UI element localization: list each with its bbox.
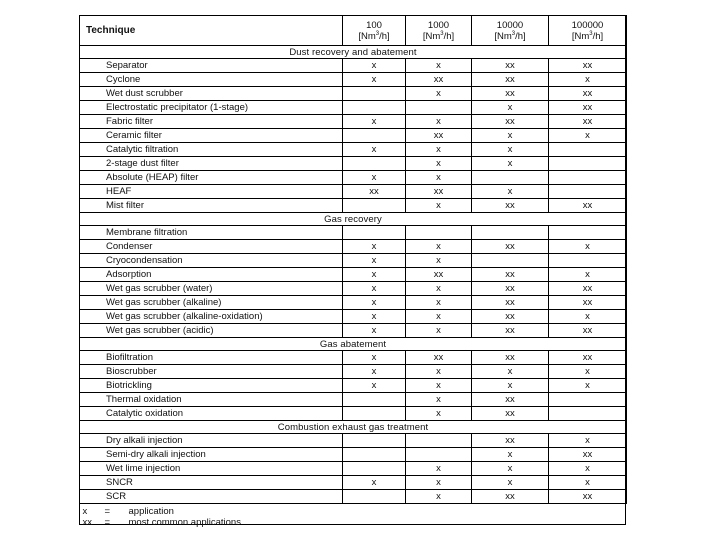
applicability-cell: x (343, 282, 406, 296)
technique-name: Dry alkali injection (80, 434, 343, 448)
applicability-cell: x (549, 73, 627, 87)
table-row (80, 462, 627, 476)
applicability-cell (343, 448, 406, 462)
applicability-cell (343, 462, 406, 476)
applicability-cell (549, 143, 627, 157)
applicability-cell: x (343, 296, 406, 310)
applicability-cell (406, 448, 472, 462)
applicability-cell: x (472, 448, 549, 462)
applicability-cell (472, 254, 549, 268)
applicability-cell: x (343, 143, 406, 157)
table-row (80, 73, 627, 87)
applicability-cell: xx (549, 296, 627, 310)
legend-symbol: x (82, 506, 88, 517)
table-row (80, 226, 627, 240)
applicability-cell: xx (472, 351, 549, 365)
table-row (80, 115, 627, 129)
technique-name: Ceramic filter (80, 129, 343, 143)
applicability-cell: x (406, 462, 472, 476)
applicability-cell: x (549, 434, 627, 448)
technique-name: Wet lime injection (80, 462, 343, 476)
unit-suffix: /h] (515, 30, 526, 42)
applicability-cell (343, 199, 406, 213)
applicability-cell: x (406, 59, 472, 73)
technique-name: SCR (80, 490, 343, 504)
applicability-cell (549, 185, 627, 199)
section-header-row (80, 213, 627, 226)
applicability-cell: x (406, 115, 472, 129)
applicability-cell: xx (549, 59, 627, 73)
applicability-cell (343, 87, 406, 101)
applicability-cell (549, 393, 627, 407)
technique-name: Wet gas scrubber (water) (80, 282, 343, 296)
applicability-cell: x (406, 254, 472, 268)
applicability-cell: x (406, 490, 472, 504)
applicability-cell: x (549, 240, 627, 254)
applicability-cell: x (406, 240, 472, 254)
table-row (80, 59, 627, 73)
table-row (80, 393, 627, 407)
applicability-cell: xx (549, 115, 627, 129)
applicability-cell: x (406, 296, 472, 310)
applicability-cell: x (549, 268, 627, 282)
legend-row (80, 506, 627, 517)
techniques-capacity-table (79, 15, 627, 528)
applicability-cell: xx (406, 129, 472, 143)
capacity-unit (406, 31, 471, 42)
applicability-cell: xx (472, 73, 549, 87)
technique-name: Absolute (HEAP) filter (80, 171, 343, 185)
applicability-cell: x (472, 101, 549, 115)
legend-meaning: most common applications (128, 517, 241, 528)
unit-prefix: [Nm (571, 30, 590, 42)
applicability-cell: x (472, 143, 549, 157)
applicability-cell (343, 226, 406, 240)
table-row (80, 129, 627, 143)
applicability-cell: xx (472, 434, 549, 448)
applicability-cell (343, 101, 406, 115)
applicability-cell: x (406, 87, 472, 101)
legend-equals: = (104, 506, 111, 517)
applicability-cell: x (343, 365, 406, 379)
applicability-cell: xx (472, 296, 549, 310)
applicability-cell (406, 434, 472, 448)
unit-superscript: 3 (589, 30, 593, 37)
applicability-cell (406, 101, 472, 115)
capacity-header-0 (343, 16, 406, 46)
applicability-cell: xx (472, 240, 549, 254)
table-row (80, 282, 627, 296)
applicability-cell: xx (472, 490, 549, 504)
table-row (80, 490, 627, 504)
technique-name: HEAF (80, 185, 343, 199)
applicability-cell: x (406, 379, 472, 393)
table-row (80, 199, 627, 213)
capacity-value: 10000 (496, 19, 524, 31)
applicability-cell: x (549, 462, 627, 476)
technique-name: Wet dust scrubber (80, 87, 343, 101)
applicability-cell: x (343, 324, 406, 338)
applicability-cell: x (472, 462, 549, 476)
applicability-cell: xx (549, 490, 627, 504)
table-row (80, 365, 627, 379)
applicability-cell: xx (549, 351, 627, 365)
legend-entry (80, 506, 627, 517)
applicability-cell: x (549, 310, 627, 324)
unit-superscript: 3 (440, 30, 444, 37)
table-row (80, 254, 627, 268)
applicability-cell: x (343, 254, 406, 268)
applicability-cell (549, 226, 627, 240)
applicability-cell: xx (549, 324, 627, 338)
table-row (80, 448, 627, 462)
applicability-cell (343, 434, 406, 448)
applicability-cell: x (472, 476, 549, 490)
capacity-unit (549, 31, 626, 42)
technique-name: Fabric filter (80, 115, 343, 129)
capacity-value: 100000 (571, 19, 604, 31)
table-row (80, 185, 627, 199)
section-title: Dust recovery and abatement (80, 46, 627, 59)
applicability-cell: x (406, 324, 472, 338)
applicability-cell: xx (472, 407, 549, 421)
technique-name: Wet gas scrubber (alkaline-oxidation) (80, 310, 343, 324)
legend-entry (80, 517, 627, 528)
applicability-cell: x (343, 476, 406, 490)
technique-header: Technique (80, 16, 343, 46)
technique-name: Wet gas scrubber (acidic) (80, 324, 343, 338)
applicability-cell: xx (549, 282, 627, 296)
unit-prefix: [Nm (358, 30, 376, 42)
applicability-cell (549, 157, 627, 171)
unit-superscript: 3 (511, 30, 516, 37)
applicability-cell: x (406, 407, 472, 421)
applicability-cell: x (343, 351, 406, 365)
table-row (80, 87, 627, 101)
applicability-cell (343, 157, 406, 171)
applicability-cell: x (472, 365, 549, 379)
technique-name: Biotrickling (80, 379, 343, 393)
applicability-cell: xx (406, 73, 472, 87)
unit-suffix: /h] (592, 30, 604, 42)
applicability-cell: xx (343, 185, 406, 199)
applicability-cell: xx (549, 87, 627, 101)
applicability-cell: x (549, 476, 627, 490)
capacity-unit (343, 31, 405, 42)
applicability-cell: x (406, 199, 472, 213)
table-row (80, 324, 627, 338)
applicability-cell: xx (472, 393, 549, 407)
header-row (80, 16, 627, 46)
applicability-cell: x (343, 171, 406, 185)
applicability-cell: xx (406, 351, 472, 365)
technique-name: Wet gas scrubber (alkaline) (80, 296, 343, 310)
table-row (80, 143, 627, 157)
technique-name: Separator (80, 59, 343, 73)
applicability-cell: xx (406, 185, 472, 199)
technique-name: Cyclone (80, 73, 343, 87)
table-row (80, 268, 627, 282)
applicability-cell: xx (549, 448, 627, 462)
table-row (80, 157, 627, 171)
applicability-cell: x (406, 157, 472, 171)
applicability-cell: xx (472, 87, 549, 101)
table-row (80, 240, 627, 254)
technique-name: Cryocondensation (80, 254, 343, 268)
unit-suffix: /h] (379, 30, 390, 42)
applicability-cell: x (406, 171, 472, 185)
capacity-header-3 (549, 16, 627, 46)
section-header-row (80, 421, 627, 434)
applicability-cell: xx (472, 282, 549, 296)
applicability-cell: x (406, 365, 472, 379)
applicability-cell: x (472, 185, 549, 199)
technique-name: Catalytic oxidation (80, 407, 343, 421)
technique-name: 2-stage dust filter (80, 157, 343, 171)
applicability-cell: x (406, 476, 472, 490)
applicability-cell: x (549, 129, 627, 143)
capacity-header-2 (472, 16, 549, 46)
applicability-cell: xx (472, 115, 549, 129)
unit-prefix: [Nm (422, 30, 441, 42)
applicability-cell: x (472, 379, 549, 393)
applicability-cell: x (549, 365, 627, 379)
applicability-cell: x (406, 310, 472, 324)
table-row (80, 296, 627, 310)
applicability-cell (472, 171, 549, 185)
section-title: Combustion exhaust gas treatment (80, 421, 627, 434)
applicability-cell: x (549, 379, 627, 393)
table-row (80, 310, 627, 324)
applicability-cell: xx (472, 199, 549, 213)
technique-name: SNCR (80, 476, 343, 490)
technique-name: Electrostatic precipitator (1-stage) (80, 101, 343, 115)
section-header-row (80, 46, 627, 59)
capacity-value: 100 (366, 19, 382, 31)
applicability-cell: xx (472, 324, 549, 338)
table-row (80, 407, 627, 421)
technique-name: Adsorption (80, 268, 343, 282)
applicability-cell (549, 171, 627, 185)
section-title: Gas abatement (80, 338, 627, 351)
section-title: Gas recovery (80, 213, 627, 226)
technique-name: Membrane filtration (80, 226, 343, 240)
applicability-cell (343, 129, 406, 143)
applicability-cell (343, 393, 406, 407)
applicability-cell (472, 226, 549, 240)
applicability-cell: x (343, 115, 406, 129)
unit-superscript: 3 (375, 30, 380, 37)
section-header-row (80, 338, 627, 351)
capacity-value: 1000 (427, 19, 450, 31)
applicability-cell: x (343, 59, 406, 73)
technique-name: Catalytic filtration (80, 143, 343, 157)
table-row (80, 101, 627, 115)
technique-name: Mist filter (80, 199, 343, 213)
legend-row (80, 517, 627, 528)
capacity-unit (472, 31, 548, 42)
applicability-cell: x (406, 282, 472, 296)
legend-equals: = (104, 517, 111, 528)
applicability-cell: xx (549, 101, 627, 115)
technique-name: Bioscrubber (80, 365, 343, 379)
unit-suffix: /h] (443, 30, 455, 42)
applicability-cell (343, 490, 406, 504)
applicability-cell: xx (472, 310, 549, 324)
unit-prefix: [Nm (494, 30, 512, 42)
applicability-cell: xx (472, 268, 549, 282)
table-row (80, 171, 627, 185)
applicability-cell: x (472, 129, 549, 143)
legend-symbol: xx (82, 517, 92, 528)
capacity-header-1 (406, 16, 472, 46)
applicability-cell (549, 407, 627, 421)
applicability-cell: xx (472, 59, 549, 73)
table-row (80, 476, 627, 490)
table-row (80, 379, 627, 393)
applicability-cell (343, 407, 406, 421)
table-row (80, 434, 627, 448)
applicability-cell: x (406, 143, 472, 157)
applicability-cell: xx (406, 268, 472, 282)
applicability-cell: x (472, 157, 549, 171)
table-body (80, 46, 627, 529)
legend-meaning: application (128, 506, 174, 517)
technique-name: Semi-dry alkali injection (80, 448, 343, 462)
table-row (80, 351, 627, 365)
technique-name: Thermal oxidation (80, 393, 343, 407)
applicability-cell (549, 254, 627, 268)
applicability-cell: xx (549, 199, 627, 213)
applicability-cell (406, 226, 472, 240)
applicability-cell: x (406, 393, 472, 407)
applicability-cell: x (343, 268, 406, 282)
applicability-cell: x (343, 73, 406, 87)
techniques-table-document (79, 15, 626, 528)
applicability-cell: x (343, 240, 406, 254)
technique-name: Condenser (80, 240, 343, 254)
technique-name: Biofiltration (80, 351, 343, 365)
applicability-cell: x (343, 310, 406, 324)
applicability-cell: x (343, 379, 406, 393)
